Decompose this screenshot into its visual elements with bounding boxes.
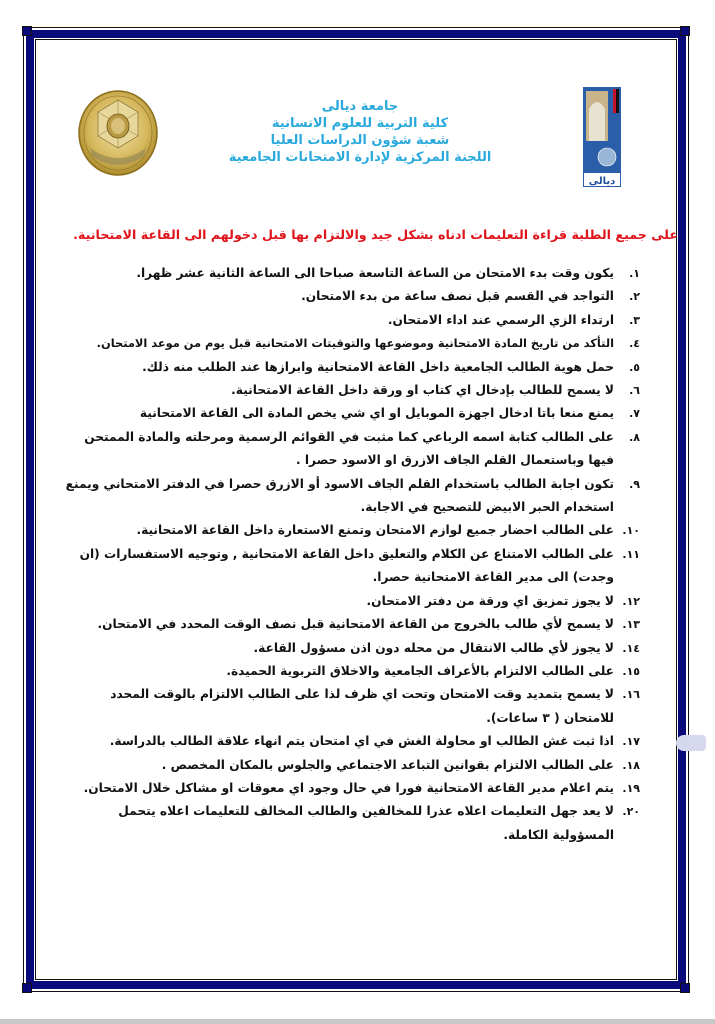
item-text: على الطالب الالتزام بالأعراف الجامعية والاخلاق التربوية الحميدة. — [226, 663, 614, 678]
item-text: تكون اجابة الطالب باستخدام القلم الجاف الاسود أو الازرق حصرا في الدفتر الامتحاني ويمنع استخدام الحبر الابيض للتصحيح في الاجابة. — [65, 476, 614, 515]
item-text: ارتداء الزي الرسمي عند اداء الامتحان. — [387, 312, 614, 327]
list-item — [60, 543, 640, 590]
list-item — [60, 660, 640, 683]
item-text: التواجد في القسم قبل نصف ساعة من بدء الامتحان. — [301, 289, 614, 304]
list-item — [60, 332, 640, 355]
list-item — [60, 777, 640, 800]
item-number: ١٦. — [622, 688, 640, 702]
border-corner — [680, 26, 690, 36]
item-text: يتم اعلام مدير القاعة الامتحانية فورا في حال وجود اي معوقات او مشاكل خلال الامتحان. — [83, 780, 614, 795]
list-item — [60, 262, 640, 285]
list-item — [60, 309, 640, 332]
item-number: ١٤. — [622, 641, 640, 655]
item-text: على الطالب احضار جميع لوازم الامتحان وتمنع الاستعارة داخل القاعة الامتحانية. — [136, 523, 614, 538]
list-item — [60, 285, 640, 308]
border-corner — [22, 26, 32, 36]
item-text: يكون وقت بدء الامتحان من الساعة التاسعة صباحا الى الساعة الثانية عشر ظهرا. — [136, 266, 614, 280]
list-item — [60, 519, 640, 542]
item-text: على الطالب كتابة اسمه الرباعي كما مثبت في القوائم الرسمية ومرحلته والمادة الممتحن فيها وباستعمال القلم الجاف الازرق او الاسود حصرا . — [84, 429, 614, 468]
item-number: ١٧. — [622, 735, 640, 749]
list-item — [60, 402, 640, 425]
item-number: ١٠. — [622, 524, 640, 538]
item-text: لا يجوز لأي طالب الانتقال من محله دون اذن مسؤول القاعة. — [253, 640, 614, 655]
instructions-intro: على جميع الطلبة قراءة التعليمات ادناه بشكل جيد والالتزام بها قبل دخولهم الى القاعة الامتحانية. — [73, 227, 678, 242]
list-item — [60, 356, 640, 379]
college-name: كلية التربية للعلوم الانسانية — [271, 116, 449, 131]
item-text: حمل هوية الطالب الجامعية داخل القاعة الامتحانية وابرازها عند الطلب منه ذلك. — [142, 359, 614, 374]
item-text: لا يجوز تمزيق اي ورقة من دفتر الامتحان. — [366, 593, 614, 608]
item-number: ١٥. — [622, 664, 640, 678]
list-item — [60, 426, 640, 473]
list-item — [60, 613, 640, 636]
item-text: لا يسمح بتمديد وقت الامتحان وتحت اي ظرف لذا على الطالب الالتزام بالوقت المحدد للامتحان ( ٣ ساعات). — [110, 687, 614, 725]
item-text: على الطالب الالتزام بقوانين التباعد الاجتماعي والجلوس بالمكان المخصص . — [161, 757, 614, 772]
item-number: ٣. — [629, 313, 640, 327]
border-corner — [680, 983, 690, 993]
item-number: ٢. — [629, 290, 640, 304]
instructions-list — [60, 262, 640, 847]
list-item — [60, 683, 640, 730]
list-item — [60, 590, 640, 613]
item-text: التأكد من تاريخ المادة الامتحانية وموضوعها والتوقيتات الامتحانية قبل يوم من موعد الامتحان. — [96, 336, 614, 351]
item-number: ٩. — [629, 477, 640, 491]
item-text: على الطالب الامتناع عن الكلام والتعليق داخل القاعة الامتحانية , وتوجيه الاستفسارات (ان وجدت) الى مدير القاعة الامتحانية حصرا. — [79, 546, 614, 585]
list-item — [60, 754, 640, 777]
item-number: ٨. — [629, 430, 640, 444]
item-number: ٥. — [629, 360, 640, 374]
item-number: ٢٠. — [622, 805, 640, 819]
item-number: ١. — [629, 267, 640, 280]
item-number: ٦. — [629, 384, 640, 398]
list-item — [60, 637, 640, 660]
item-number: ١٣. — [622, 618, 640, 632]
item-text: لا يسمح للطالب بإدخال اي كتاب او ورقة داخل القاعة الامتحانية. — [231, 383, 614, 398]
item-number: ١٢. — [622, 594, 640, 608]
item-number: ١٩. — [622, 781, 640, 795]
item-text: لا يسمح لأي طالب بالخروج من القاعة الامتحانية قبل نصف الوقت المحدد في الامتحان. — [97, 617, 614, 632]
item-number: ٤. — [629, 337, 640, 351]
list-item — [60, 379, 640, 402]
committee-name: اللجنة المركزية لإدارة الامتحانات الجامعية — [228, 150, 492, 165]
list-item — [60, 730, 640, 753]
list-item — [60, 473, 640, 520]
item-number: ١٨. — [622, 758, 640, 772]
item-number: ١١. — [622, 547, 640, 561]
item-number: ٧. — [629, 407, 640, 421]
item-text: لا يعد جهل التعليمات اعلاه عذرا للمخالفين والطالب المخالف للتعليمات اعلاه يتحمل المسؤولية الكاملة. — [118, 804, 614, 842]
border-corner — [22, 983, 32, 993]
item-text: يمنع منعا باتا ادخال اجهزة الموبايل او اي شي يخص المادة الى القاعة الامتحانية — [139, 406, 614, 421]
scroll-tab-handle[interactable] — [676, 735, 706, 751]
list-item — [60, 800, 640, 847]
diyala-university-logo — [583, 87, 621, 187]
document-header — [190, 98, 530, 166]
university-name: جامعة ديالى — [321, 99, 399, 114]
item-text: اذا ثبت غش الطالب او محاولة الغش في اي امتحان يتم انهاء علاقة الطالب بالدراسة. — [109, 734, 614, 749]
division-name: شعبة شؤون الدراسات العليا — [270, 133, 450, 148]
bottom-bar — [0, 1019, 715, 1024]
college-seal-logo — [78, 90, 158, 176]
logo-text: ديالى — [588, 176, 616, 187]
